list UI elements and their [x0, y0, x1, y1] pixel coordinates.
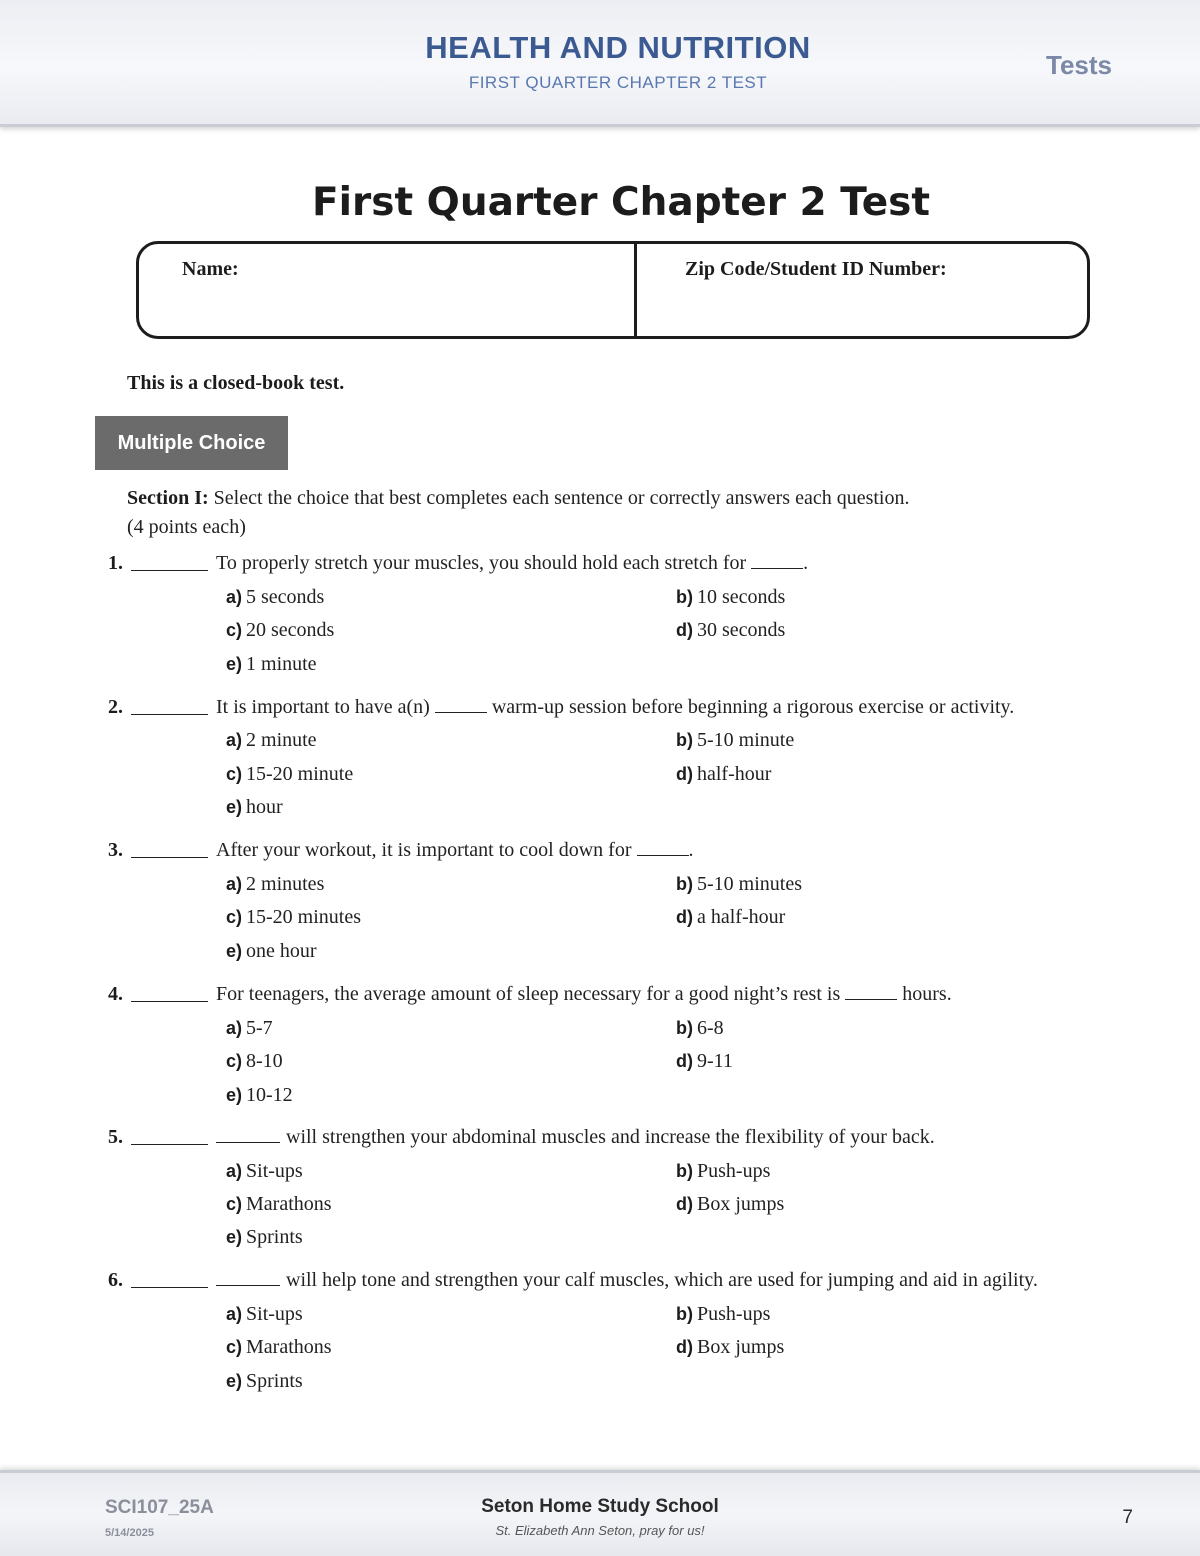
option-c: c) Marathons [226, 1336, 332, 1358]
option-d: d) 30 seconds [676, 619, 786, 641]
option-b: b) 5-10 minutes [676, 873, 802, 895]
page-title: First Quarter Chapter 2 Test [311, 180, 931, 225]
question [0, 696, 1200, 836]
option-d: d) a half-hour [676, 906, 786, 928]
option-b: b) 5-10 minute [676, 729, 795, 751]
option-b: b) Push-ups [676, 1303, 771, 1325]
section-tab-multiple-choice: Multiple Choice [95, 416, 288, 470]
header-subject: HEALTH AND NUTRITION [425, 30, 811, 65]
option-e: e) one hour [226, 940, 317, 962]
fill-blank [435, 711, 487, 713]
answer-blank [131, 1287, 208, 1288]
fill-blank [216, 1284, 280, 1286]
option-a: a) 5-7 [226, 1017, 273, 1039]
option-b: b) 10 seconds [676, 586, 786, 608]
option-d: d) half-hour [676, 763, 772, 785]
option-d: d) 9-11 [676, 1050, 733, 1072]
option-a: a) 5 seconds [226, 586, 325, 608]
section-label: Section I: [127, 487, 209, 509]
option-b: b) 6-8 [676, 1017, 724, 1039]
course-code: SCI107_25A [105, 1497, 214, 1518]
fill-blank [751, 567, 803, 569]
option-c: c) 8-10 [226, 1050, 283, 1072]
name-field-label: Name: [182, 258, 239, 280]
school-motto: St. Elizabeth Ann Seton, pray for us! [495, 1523, 705, 1538]
option-a: a) Sit-ups [226, 1160, 303, 1182]
section-instructions [127, 484, 1087, 542]
page-footer [0, 1470, 1200, 1556]
option-d: d) Box jumps [676, 1336, 785, 1358]
points-note: (4 points each) [127, 516, 246, 538]
question-stem: To properly stretch your muscles, you should hold each stretch for . [216, 552, 809, 574]
question [0, 552, 1200, 692]
fill-blank [216, 1141, 280, 1143]
page-number: 7 [1122, 1507, 1133, 1528]
student-id-box [136, 241, 1090, 339]
question-number: 5. [108, 1126, 123, 1148]
question-number: 1. [108, 552, 123, 574]
school-name: Seton Home Study School [481, 1496, 719, 1517]
fill-blank [845, 998, 897, 1000]
option-e: e) Sprints [226, 1226, 303, 1248]
student-id-field-label: Zip Code/Student ID Number: [685, 258, 947, 280]
question-number: 4. [108, 983, 123, 1005]
question-number: 2. [108, 696, 123, 718]
answer-blank [131, 714, 208, 715]
option-b: b) Push-ups [676, 1160, 771, 1182]
question-stem: will help tone and strengthen your calf muscles, which are used for jumping and aid in agility. [216, 1269, 1038, 1292]
question [0, 839, 1200, 979]
answer-blank [131, 857, 208, 858]
question-stem: It is important to have a(n) warm-up session before beginning a rigorous exercise or activity. [216, 696, 1015, 718]
option-e: e) hour [226, 796, 283, 818]
closed-book-note: This is a closed-book test. [127, 372, 345, 394]
question [0, 1269, 1200, 1409]
question-stem: will strengthen your abdominal muscles and increase the flexibility of your back. [216, 1126, 935, 1149]
option-c: c) 15-20 minutes [226, 906, 362, 928]
option-a: a) Sit-ups [226, 1303, 303, 1325]
option-c: c) 20 seconds [226, 619, 335, 641]
option-d: d) Box jumps [676, 1193, 785, 1215]
option-a: a) 2 minute [226, 729, 317, 751]
answer-blank [131, 1144, 208, 1145]
page-header [0, 0, 1200, 127]
answer-blank [131, 570, 208, 571]
question-number: 3. [108, 839, 123, 861]
option-e: e) Sprints [226, 1370, 303, 1392]
id-box-divider [634, 244, 637, 336]
option-c: c) Marathons [226, 1193, 332, 1215]
footer-date: 5/14/2025 [105, 1527, 154, 1539]
instructions-text: Select the choice that best completes each sentence or correctly answers each question. [213, 487, 910, 509]
question-stem: For teenagers, the average amount of sleep necessary for a good night’s rest is hours. [216, 983, 952, 1005]
question [0, 1126, 1200, 1266]
fill-blank [637, 854, 689, 856]
question-number: 6. [108, 1269, 123, 1291]
question-stem: After your workout, it is important to cool down for . [216, 839, 694, 861]
answer-blank [131, 1001, 208, 1002]
option-c: c) 15-20 minute [226, 763, 354, 785]
question [0, 983, 1200, 1123]
header-tag: Tests [1046, 50, 1112, 80]
option-e: e) 1 minute [226, 653, 317, 675]
option-a: a) 2 minutes [226, 873, 325, 895]
header-subtitle: FIRST QUARTER CHAPTER 2 TEST [468, 73, 768, 92]
option-e: e) 10-12 [226, 1084, 293, 1106]
